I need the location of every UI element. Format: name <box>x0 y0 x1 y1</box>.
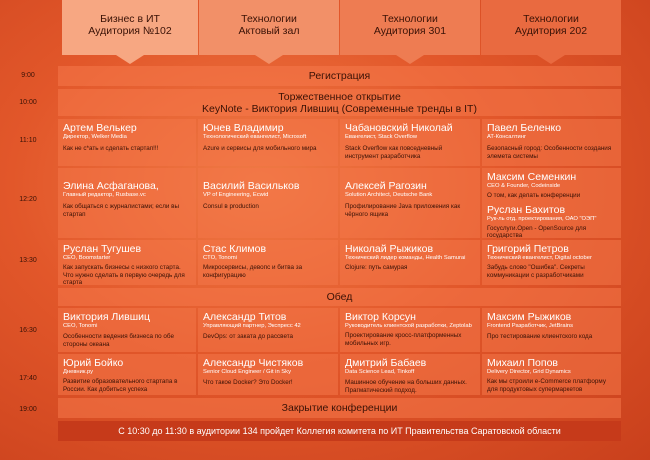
talk-title: Безопасный город: Особенности создания элемета системы <box>487 145 612 160</box>
speaker-name: Александр Титов <box>203 311 287 323</box>
footer-note <box>58 421 621 441</box>
talk-title: Azure и сервисы для мобильного мира <box>203 145 317 152</box>
session-card[interactable] <box>58 168 196 238</box>
speaker-role: VP of Engineering, Ecwid <box>203 192 269 198</box>
speaker-name: Алексей Рагозин <box>345 180 427 192</box>
session-card[interactable] <box>482 168 621 238</box>
talk-title: Как общаться с журналистами; если вы стартап <box>63 203 180 218</box>
track-header-business <box>62 0 198 55</box>
time-label: 16:30 <box>19 327 37 334</box>
track-header-tech-hall <box>199 0 339 55</box>
session-card[interactable] <box>58 119 196 166</box>
session-card[interactable] <box>340 354 480 395</box>
talk-title: Забудь слово "Ошибка". Секреты коммуникации с разработчиками <box>487 264 585 279</box>
speaker-role: Рук-ль отд. проектирования, ОАО "ОЭП" <box>487 215 597 222</box>
talk-title: Госуслуги.Open - OpenSource для государства <box>487 224 587 238</box>
talk-title: Как не с*ать и сделать стартап!!! <box>63 145 159 152</box>
speaker-role: Solution Architect, Deutsche Bank <box>345 192 433 198</box>
track-header-tech-202 <box>481 0 621 55</box>
opening-band <box>58 89 621 116</box>
speaker-name: Юрий Бойко <box>63 357 124 369</box>
track-name: Технологии <box>241 13 297 25</box>
session-card[interactable] <box>198 308 338 352</box>
footer-text: С 10:30 до 11:30 в аудитории 134 пройдет Коллегия комитета по ИТ Правительства Саратовской области <box>118 426 561 436</box>
talk-title: Consul в production <box>203 203 259 210</box>
speaker-role: CTO, Tonomi <box>203 255 237 261</box>
speaker-name: Юнев Владимир <box>203 122 284 134</box>
track-name: Технологии <box>523 13 579 25</box>
speaker-name: Артем Велькер <box>63 122 137 134</box>
speaker-role: CEO, Boomstarter <box>63 255 111 261</box>
talk-title: Про тестирование клиентского кода <box>487 333 593 340</box>
session-card[interactable] <box>340 119 480 166</box>
speaker-name: Стас Климов <box>203 243 267 255</box>
talk-title: Развитие образовательного стартапа в России. Как добиться успеха <box>63 378 178 393</box>
session-card[interactable] <box>198 354 338 395</box>
speaker-name: Виктор Корсун <box>345 311 416 323</box>
talk-title: Микросервисы, девопс и битва за конфигурацию <box>203 264 303 279</box>
time-label: 12:20 <box>19 196 37 203</box>
session-card[interactable] <box>482 308 621 352</box>
talk-title: Clojure: путь самурая <box>345 264 408 271</box>
speaker-name: Григорий Петров <box>487 243 569 255</box>
closing-label-band <box>58 398 621 418</box>
speaker-role: Frontend Разработчик, JetBrains <box>487 323 574 329</box>
track-room: Актовый зал <box>238 25 300 37</box>
speaker-role: Директор, Welker Media <box>63 134 127 140</box>
talk-title: DevOps: от заката до рассвета <box>203 333 294 340</box>
speaker-name: Виктория Лившиц <box>63 311 151 323</box>
track-name: Технологии <box>382 13 438 25</box>
speaker-role: Data Science Lead, Tinkoff <box>345 369 415 375</box>
speaker-role: Управляющий партнер, Экспресс 42 <box>203 323 301 329</box>
session-card[interactable] <box>198 240 338 285</box>
speaker-role: Технологический евангелист, Microsoft <box>203 134 307 140</box>
speaker-role: Главный редактор, Rusbase.vc <box>63 192 146 198</box>
arrow-icon <box>396 55 424 64</box>
speaker-name: Михаил Попов <box>487 357 558 369</box>
speaker-name: Василий Васильков <box>203 180 300 192</box>
time-label: 13:30 <box>19 257 37 264</box>
session-card[interactable] <box>58 240 196 285</box>
registration-band <box>58 66 621 86</box>
session-card[interactable] <box>340 308 480 352</box>
extra-session <box>487 204 616 239</box>
speaker-role: Евангелист, Stack Overflow <box>345 134 418 140</box>
lunch-band <box>58 288 621 306</box>
talk-title: Профилирование Java приложения как чёрного ящика <box>345 203 461 218</box>
session-card[interactable] <box>340 168 480 238</box>
speaker-name: Максим Рыжиков <box>487 311 572 323</box>
track-room: Аудитория №102 <box>88 25 172 37</box>
speaker-name: Дмитрий Бабаев <box>345 357 427 369</box>
time-label: 11:10 <box>19 137 37 144</box>
arrow-icon <box>537 55 565 64</box>
talk-title: Stack Overflow как повседневный инструмент разработчика <box>345 145 443 160</box>
arrow-icon <box>255 55 283 64</box>
speaker-name: Руслан Бахитов <box>487 203 566 216</box>
speaker-name: Чабановский Николай <box>345 122 453 134</box>
speaker-role: AT-Консалтинг <box>487 134 527 140</box>
session-card[interactable] <box>482 354 621 395</box>
speaker-name: Максим Семенкин <box>487 171 577 183</box>
session-card[interactable] <box>58 308 196 352</box>
talk-title: Как мы строили e-Commerce платформу для продуктовых супермаркетов <box>487 378 606 393</box>
session-card[interactable] <box>198 168 338 238</box>
session-card[interactable] <box>58 354 196 395</box>
speaker-name: Павел Беленко <box>487 122 562 134</box>
talk-title: Особенности ведения бизнеса по обе стороны океана <box>63 333 174 348</box>
speaker-role: Технический евангелист, Digital october <box>487 255 592 261</box>
time-label: 10:00 <box>19 99 37 106</box>
registration-label: Регистрация <box>308 70 371 82</box>
closing-label: Закрытие конференции <box>281 402 398 414</box>
track-header-tech-301 <box>340 0 480 55</box>
speaker-name: Руслан Тугушев <box>63 243 142 255</box>
talk-title: Проектирование кросс-платформенных мобильных игр. <box>345 332 462 347</box>
time-label: 9:00 <box>21 72 35 79</box>
speaker-role: Технический лидер команды, Health Samurai <box>345 255 466 261</box>
arrow-icon <box>116 55 144 64</box>
speaker-name: Николай Рыжиков <box>345 243 434 255</box>
time-label: 17:40 <box>19 375 37 382</box>
lunch-label: Обед <box>326 291 353 303</box>
speaker-role: Senior Cloud Engineer / Git in Sky <box>203 369 291 375</box>
speaker-role: Дневник.ру <box>63 369 94 375</box>
talk-title: О том, как делать конференции <box>487 192 581 199</box>
session-card[interactable] <box>340 240 480 285</box>
talk-title: Как запускать бизнесы с низкого старта. Что нужно сделать в первую очередь для старта <box>63 264 185 285</box>
speaker-name: Александр Чистяков <box>203 357 304 369</box>
session-card[interactable] <box>482 119 621 166</box>
session-card[interactable] <box>482 240 621 285</box>
keynote-title: KeyNote - Виктория Лившиц (Современные тренды в IT) <box>202 103 477 115</box>
speaker-role: Руководитель клиентской разработки, Zeptolab <box>345 323 472 329</box>
track-room: Аудитория 301 <box>373 25 447 37</box>
talk-title: Что такое Docker? Это Docker! <box>203 379 293 386</box>
track-name: Бизнес в ИТ <box>100 13 160 25</box>
speaker-name: Элина Асфаганова, <box>63 180 159 192</box>
speaker-role: Delivery Director, Grid Dynamics <box>487 369 571 375</box>
session-card[interactable] <box>198 119 338 166</box>
opening-title: Торжественное открытие <box>278 91 401 103</box>
track-room: Аудитория 202 <box>514 25 588 37</box>
time-label: 19:00 <box>19 406 37 413</box>
speaker-role: CEO & Founder, Codeinside <box>487 183 561 189</box>
talk-title: Машинное обучение на больших данных. Прагматический подход. <box>345 379 467 394</box>
speaker-role: CEO, Tonomi <box>63 323 98 329</box>
